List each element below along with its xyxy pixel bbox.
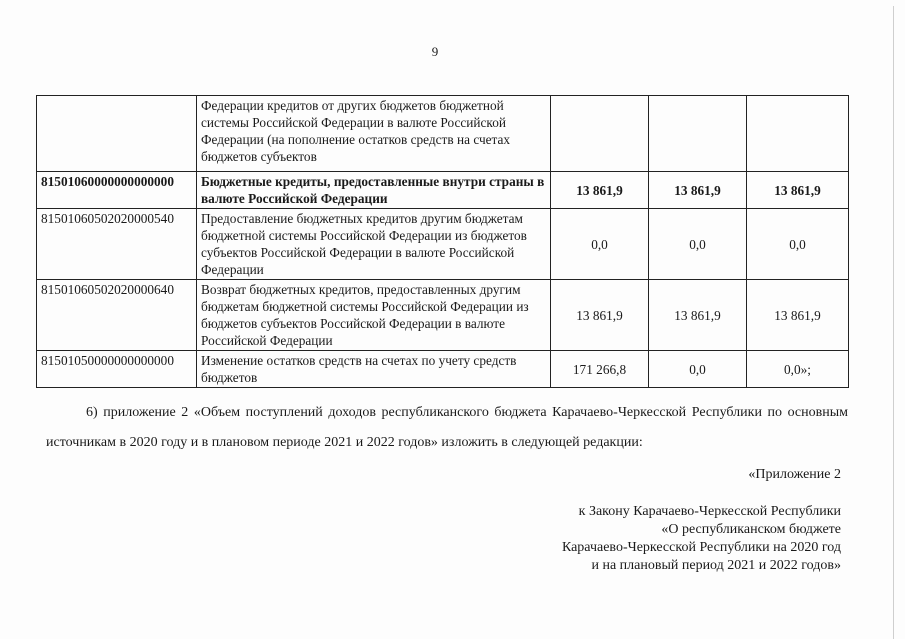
value-2020-cell: 0,0 [551,209,649,280]
appendix-republic-line: Карачаево-Черкесской Республики на 2020 год [561,540,841,555]
value-2021-cell [649,96,747,172]
page-edge-line [893,6,894,639]
table-row [37,96,849,172]
value-2021-cell: 13 861,9 [649,172,747,209]
value-2020-cell: 171 266,8 [551,351,649,388]
appendix-header [562,466,841,575]
value-2022-cell [747,96,849,172]
budget-code-cell: 81501060000000000000 [37,172,197,209]
appendix-title: «Приложение 2 [748,467,841,482]
amendment-text: 6) приложение 2 «Объем поступлений доходов республиканского бюджета Карачаево-Черкесской Республики по основным источникам в 2020 году и в плановом периоде 2021 и 2022 годов» изложить в следующей редакции: [46,405,848,450]
value-2021-cell: 0,0 [649,351,747,388]
value-2020-cell: 13 861,9 [551,172,649,209]
item-name-cell: Федерации кредитов от других бюджетов бюджетной системы Российской Федерации в валюте Российской Федерации (на пополнение остатков средств на счетах бюджетов субъектов [197,96,551,172]
value-2020-cell: 13 861,9 [551,280,649,351]
table-row [37,172,849,209]
budget-code-cell: 81501060502020000640 [37,280,197,351]
item-name-cell: Возврат бюджетных кредитов, предоставленных другим бюджетам бюджетной системы Российской Федерации из бюджетов субъектов Российской Федерации в валюте Российской Федерации [197,280,551,351]
item-name-cell: Изменение остатков средств на счетах по учету средств бюджетов [197,351,551,388]
amendment-paragraph [46,398,848,458]
value-2022-cell: 0,0 [747,209,849,280]
value-2022-cell: 13 861,9 [747,280,849,351]
table-row [37,351,849,388]
budget-code-cell: 81501060502020000540 [37,209,197,280]
budget-code-cell [37,96,197,172]
value-2022-cell: 0,0»; [747,351,849,388]
budget-sources-table [36,95,849,388]
item-name-cell: Бюджетные кредиты, предоставленные внутри страны в валюте Российской Федерации [197,172,551,209]
value-2021-cell: 13 861,9 [649,280,747,351]
table-row [37,209,849,280]
item-name-cell: Предоставление бюджетных кредитов другим бюджетам бюджетной системы Российской Федерации из бюджетов субъектов Российской Федерации в валюте Российской Федерации [197,209,551,280]
budget-code-cell: 81501050000000000000 [37,351,197,388]
value-2020-cell [551,96,649,172]
appendix-law-name-line: «О республиканском бюджете [661,522,841,537]
value-2022-cell: 13 861,9 [747,172,849,209]
table-row [37,280,849,351]
page-number: 9 [431,44,439,59]
appendix-period-line: и на плановый период 2021 и 2022 годов» [591,558,841,573]
value-2021-cell: 0,0 [649,209,747,280]
appendix-law-line: к Закону Карачаево-Черкесской Республики [578,504,841,519]
